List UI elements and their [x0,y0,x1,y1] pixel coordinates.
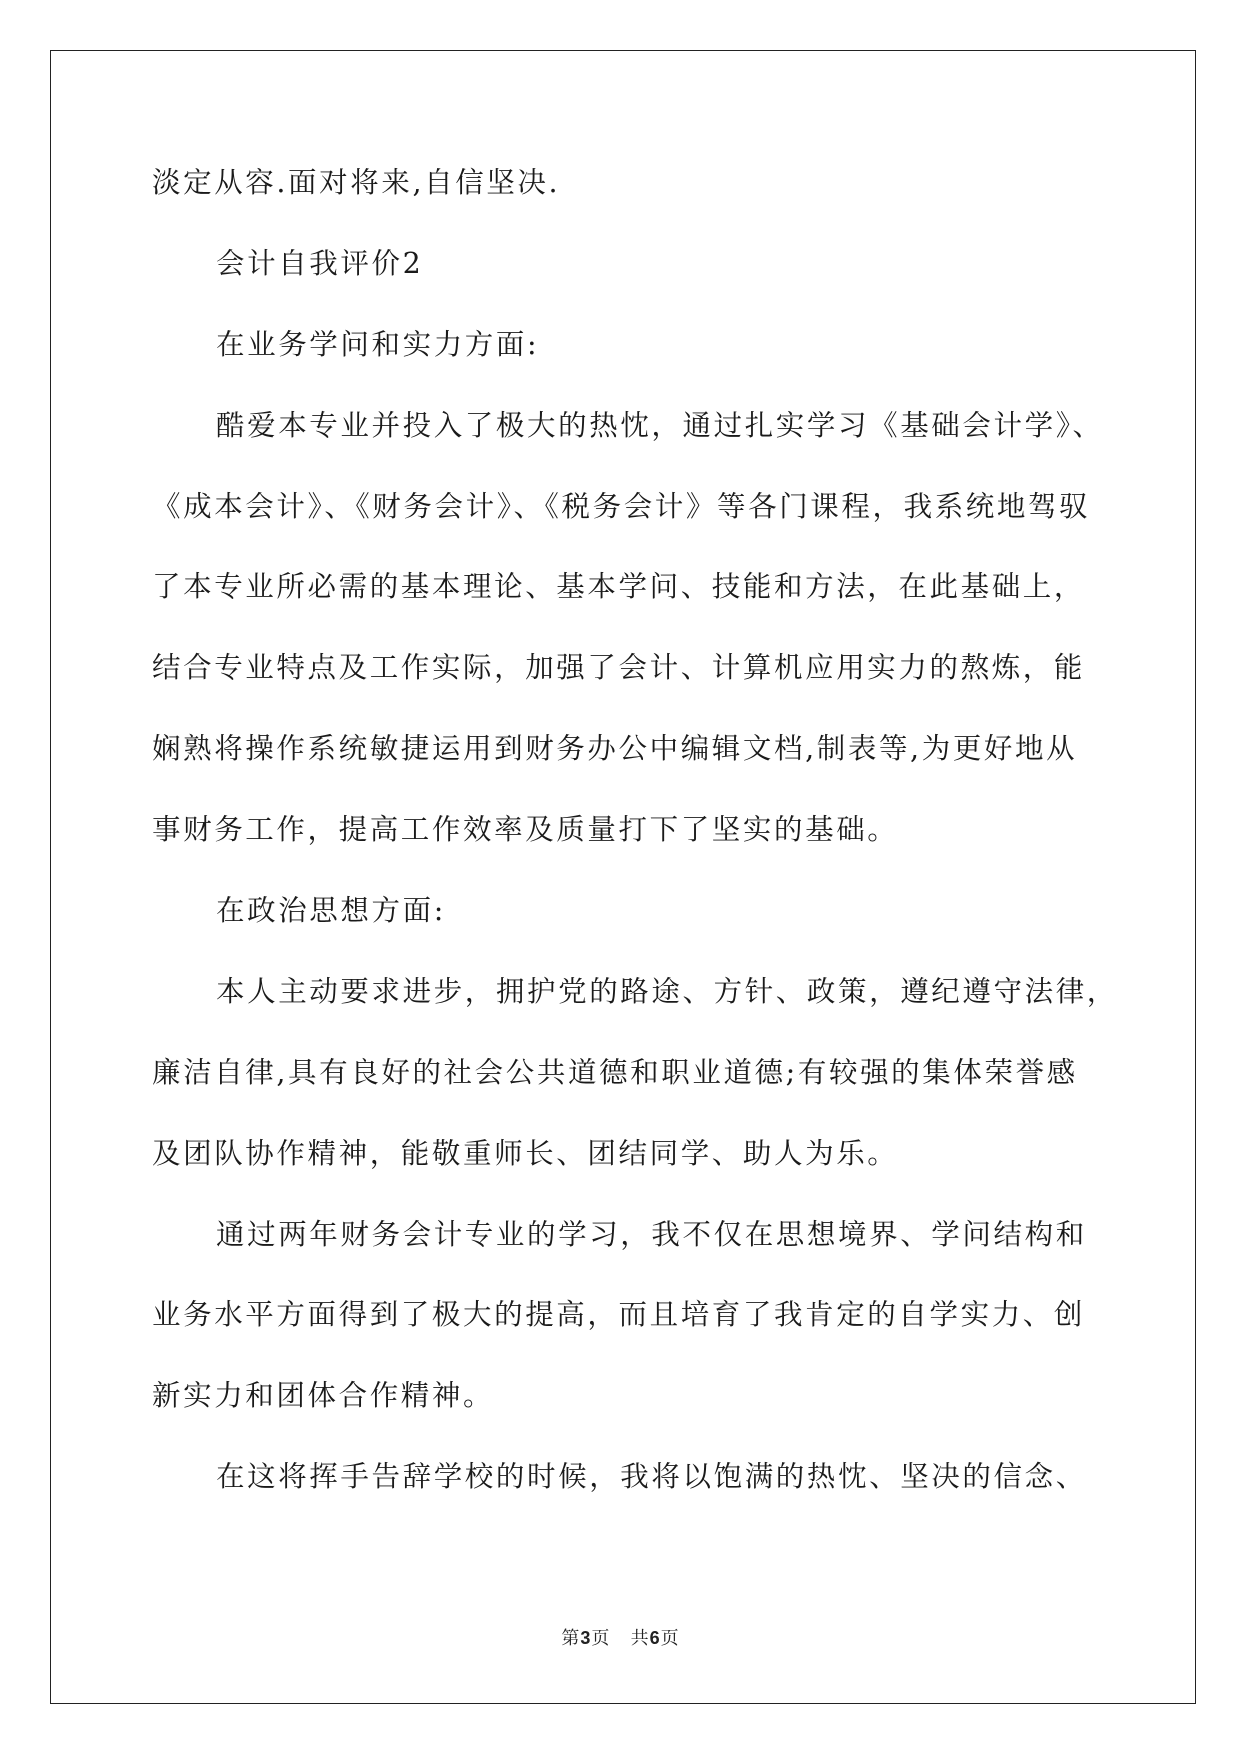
footer-total-prefix: 共 [630,1628,650,1649]
body-line: 结合专业特点及工作实际，加强了会计、计算机应用实力的熬炼，能 [152,651,1086,685]
page-footer [0,1624,1241,1650]
body-line: 及团队协作精神，能敬重师长、团结同学、助人为乐。 [152,1136,899,1170]
section-heading: 会计自我评价2 [216,246,424,280]
total-pages-number: 6 [649,1628,661,1648]
body-line: 《成本会计》、《财务会计》、《税务会计》等各门课程，我系统地驾驭 [152,489,1091,523]
body-line: 新实力和团体合作精神。 [152,1379,495,1413]
body-line: 通过两年财务会计专业的学习，我不仅在思想境界、学问结构和 [216,1217,1087,1251]
subsection-heading: 在政治思想方面: [216,894,446,928]
footer-prefix: 第 [561,1628,581,1649]
body-line: 本人主动要求进步，拥护党的路途、方针、政策，遵纪遵守法律， [216,974,1118,1008]
body-line: 业务水平方面得到了极大的提高，而且培育了我肯定的自学实力、创 [152,1298,1086,1332]
body-line: 酷爱本专业并投入了极大的热忱，通过扎实学习《基础会计学》、 [216,408,1104,442]
body-line: 廉洁自律,具有良好的社会公共道德和职业道德;有较强的集体荣誉感 [152,1055,1078,1089]
body-line: 娴熟将操作系统敏捷运用到财务办公中编辑文档,制表等,为更好地从 [152,732,1078,766]
body-line: 淡定从容.面对将来,自信坚决. [152,166,561,199]
subsection-heading: 在业务学问和实力方面: [216,327,540,361]
footer-page-word: 页 [591,1628,611,1649]
footer-total-suffix: 页 [660,1628,680,1649]
body-line: 事财务工作，提高工作效率及质量打下了坚实的基础。 [152,813,899,847]
body-line: 了本专业所必需的基本理论、基本学问、技能和方法，在此基础上， [152,570,1086,604]
body-line: 在这将挥手告辞学校的时候，我将以饱满的热忱、坚决的信念、 [216,1460,1087,1494]
document-body [152,166,1118,1543]
current-page-number: 3 [580,1628,592,1648]
